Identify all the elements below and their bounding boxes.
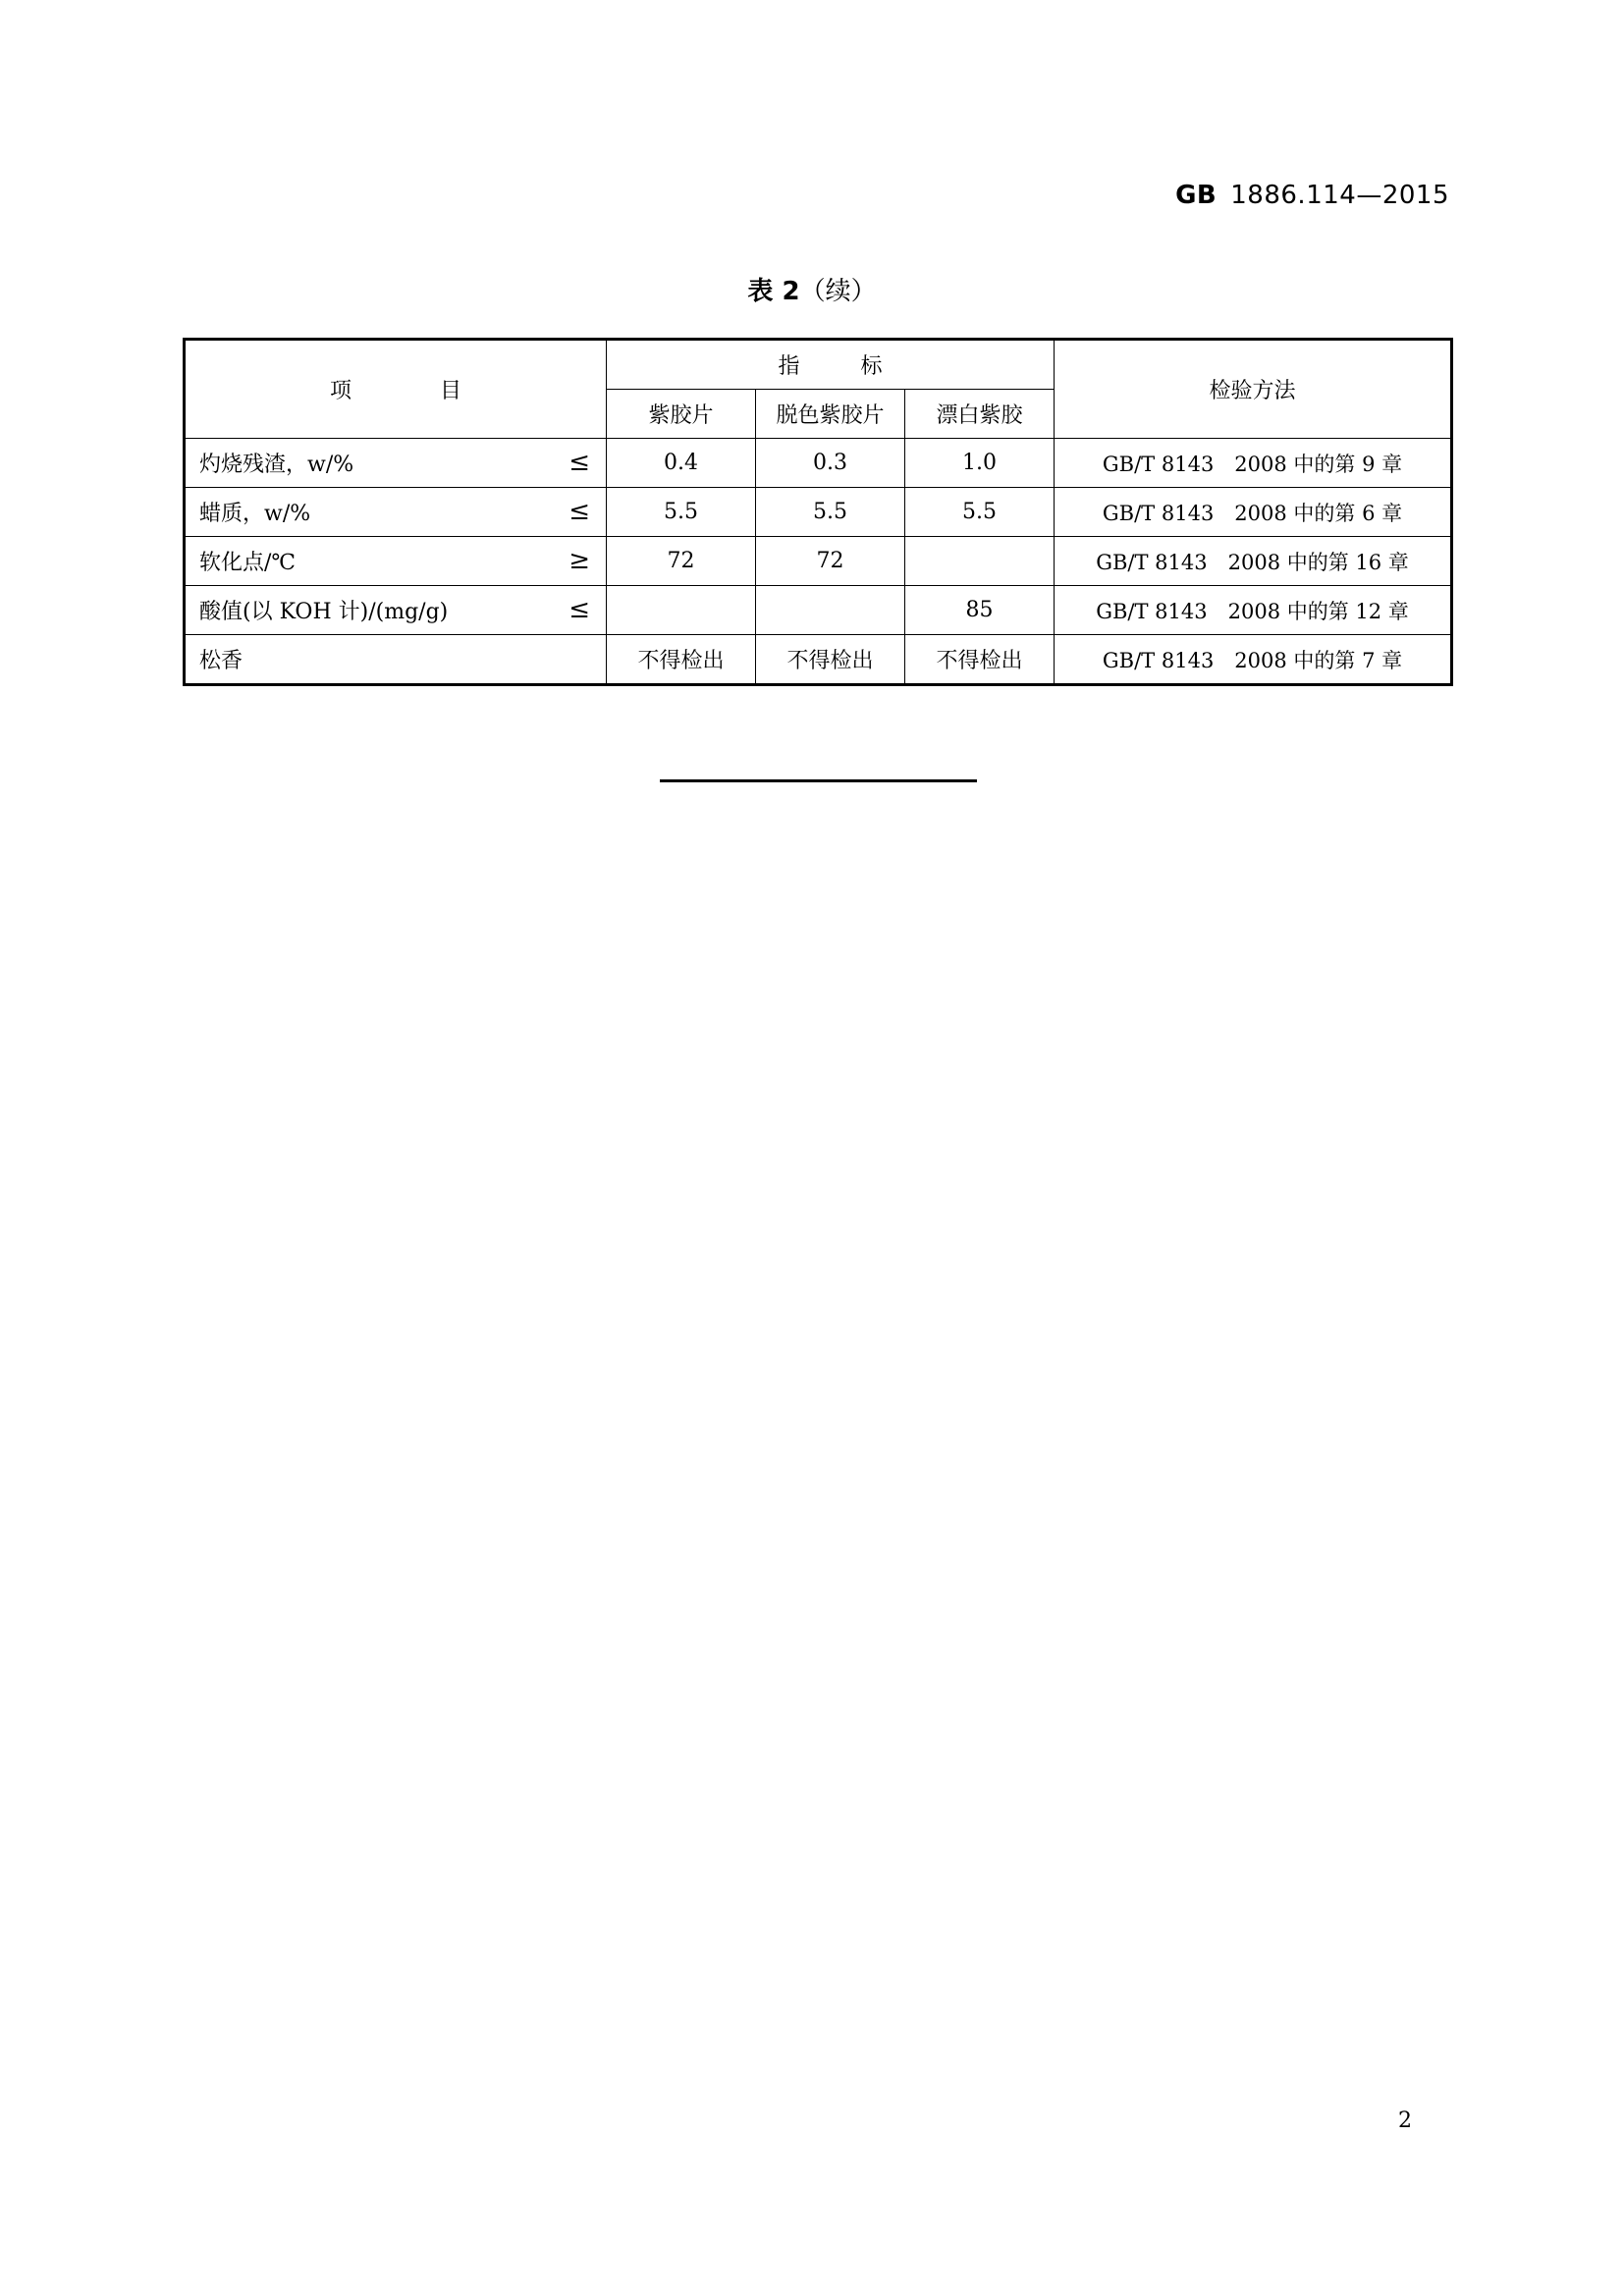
limit-symbol: ≤ xyxy=(568,595,590,624)
table-row xyxy=(185,439,1452,488)
item-cell xyxy=(185,488,607,537)
header-indicator: 指 标 xyxy=(607,340,1055,390)
table-row xyxy=(185,635,1452,685)
item-label: 蜡质，w/% xyxy=(199,502,311,526)
limit-symbol: ≤ xyxy=(568,497,590,526)
table-row xyxy=(185,488,1452,537)
spec-table xyxy=(183,338,1453,686)
value-cell: 0.4 xyxy=(607,439,756,488)
value-cell: 不得检出 xyxy=(607,635,756,685)
item-label: 松香 xyxy=(199,649,244,673)
value-cell xyxy=(756,586,905,635)
header-method: 检验方法 xyxy=(1055,340,1452,439)
value-cell: 不得检出 xyxy=(905,635,1055,685)
limit-symbol: ≥ xyxy=(568,546,590,575)
subheader-cell: 紫胶片 xyxy=(607,390,756,439)
item-label: 软化点/℃ xyxy=(199,551,297,575)
method-cell: GB/T 8143 2008 中的第 9 章 xyxy=(1055,439,1452,488)
table-row xyxy=(185,586,1452,635)
item-cell xyxy=(185,586,607,635)
value-cell: 72 xyxy=(607,537,756,586)
limit-symbol: ≤ xyxy=(568,448,590,477)
value-cell: 85 xyxy=(905,586,1055,635)
method-cell: GB/T 8143 2008 中的第 12 章 xyxy=(1055,586,1452,635)
value-cell xyxy=(905,537,1055,586)
table-caption-suffix: （续） xyxy=(799,277,877,306)
value-cell: 72 xyxy=(756,537,905,586)
value-cell: 不得检出 xyxy=(756,635,905,685)
item-label: 酸值(以 KOH 计)/(mg/g) xyxy=(199,600,449,624)
method-cell: GB/T 8143 2008 中的第 16 章 xyxy=(1055,537,1452,586)
value-cell xyxy=(607,586,756,635)
standard-code xyxy=(1175,181,1449,210)
standard-prefix: GB xyxy=(1175,181,1218,210)
page-number: 2 xyxy=(1398,2109,1412,2133)
subheader-cell: 漂白紫胶 xyxy=(905,390,1055,439)
value-cell: 5.5 xyxy=(756,488,905,537)
table-caption-label: 表 2 xyxy=(747,277,800,306)
end-of-document-rule xyxy=(660,779,977,782)
subheader-cell: 脱色紫胶片 xyxy=(756,390,905,439)
table-caption xyxy=(0,271,1624,307)
value-cell: 1.0 xyxy=(905,439,1055,488)
header-item: 项 目 xyxy=(185,340,607,439)
standard-number: 1886.114—2015 xyxy=(1230,181,1449,210)
item-cell xyxy=(185,537,607,586)
table-header-row xyxy=(185,340,1452,390)
table-row xyxy=(185,537,1452,586)
method-cell: GB/T 8143 2008 中的第 7 章 xyxy=(1055,635,1452,685)
item-label: 灼烧残渣，w/% xyxy=(199,453,354,477)
value-cell: 5.5 xyxy=(607,488,756,537)
method-cell: GB/T 8143 2008 中的第 6 章 xyxy=(1055,488,1452,537)
value-cell: 5.5 xyxy=(905,488,1055,537)
item-cell xyxy=(185,635,607,685)
value-cell: 0.3 xyxy=(756,439,905,488)
item-cell xyxy=(185,439,607,488)
